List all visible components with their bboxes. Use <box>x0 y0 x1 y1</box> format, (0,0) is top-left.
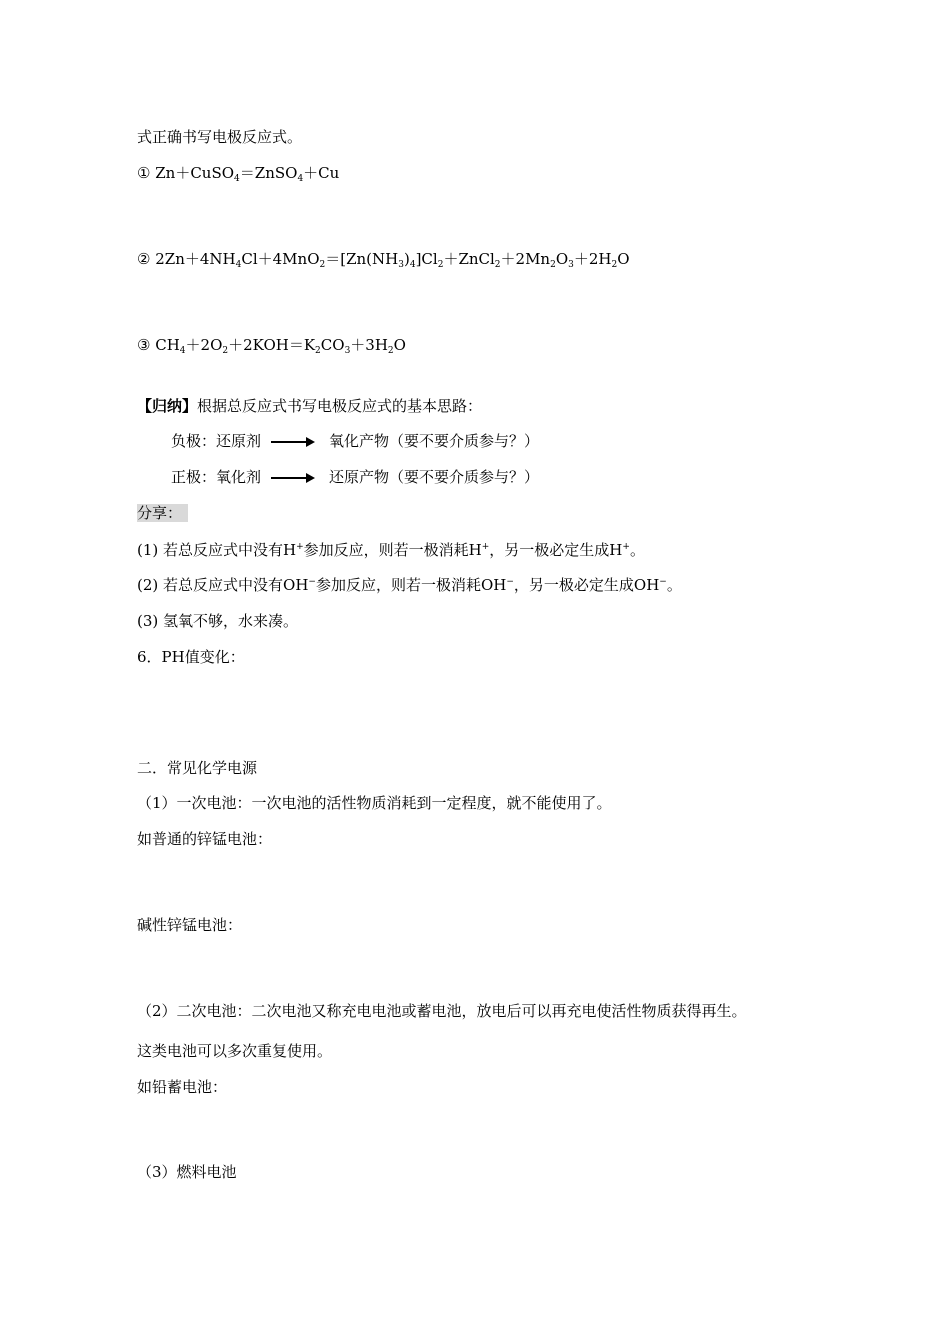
positive-electrode-row: 正极：氧化剂 还原产物（要不要介质参与？） <box>171 468 540 486</box>
fuel-cell-heading: （3）燃料电池 <box>137 1163 237 1181</box>
equation-2: ② $2Zn+4NH_4Cl+4MnO_2=[Zn(NH_3)_4]Cl_2+ZnCl_2+2Mn_2O_3+2H_2O$ <box>137 250 630 270</box>
negative-electrode-row: 负极：还原剂 氧化产物（要不要介质参与？） <box>171 432 540 450</box>
intro-text: 式正确书写电极反应式。 <box>137 128 303 146</box>
rule-3: (3) 氢氧不够，水来凑。 <box>137 612 299 630</box>
equation-1: ① Zn＋CuSO$_4$＝ZnSO$_4$＋Cu <box>137 164 340 184</box>
summary-heading <box>137 396 482 416</box>
equation-number: ① <box>137 164 151 182</box>
lead-acid-label: 如铅蓄电池： <box>137 1078 228 1096</box>
summary-bracket: 【归纳】 <box>137 397 198 415</box>
ph-heading: 6．PH值变化： <box>137 648 245 666</box>
primary-battery-text: （1）一次电池：一次电池的活性物质消耗到一定程度，就不能使用了。 <box>137 794 612 812</box>
section-2-title: 二．常见化学电源 <box>137 759 258 777</box>
secondary-battery-text: （2）二次电池：二次电池又称充电电池或蓄电池，放电后可以再充电使活性物质获得再生。 <box>137 1002 747 1020</box>
rule-2: (2) 若总反应式中没有OH−参加反应，则若一极消耗OH−，另一极必定生成OH−。 <box>137 576 682 594</box>
equation-number: ② <box>137 250 151 268</box>
rule-1: (1) 若总反应式中没有H+参加反应，则若一极消耗H+，另一极必定生成H+。 <box>137 541 645 559</box>
right-arrow-icon <box>271 473 315 483</box>
alkaline-battery-label: 碱性锌锰电池： <box>137 916 243 934</box>
equation-3: ③ $CH_4+2O_2+2KOH=K_2CO_3+3H_2O$ <box>137 336 406 356</box>
summary-text: 根据总反应式书写电极反应式的基本思路： <box>197 397 483 415</box>
right-arrow-icon <box>271 437 315 447</box>
secondary-battery-text-2: 这类电池可以多次重复使用。 <box>137 1042 333 1060</box>
share-label: 分享： <box>137 503 188 523</box>
zinc-manganese-label: 如普通的锌锰电池： <box>137 830 273 848</box>
equation-number: ③ <box>137 336 151 354</box>
